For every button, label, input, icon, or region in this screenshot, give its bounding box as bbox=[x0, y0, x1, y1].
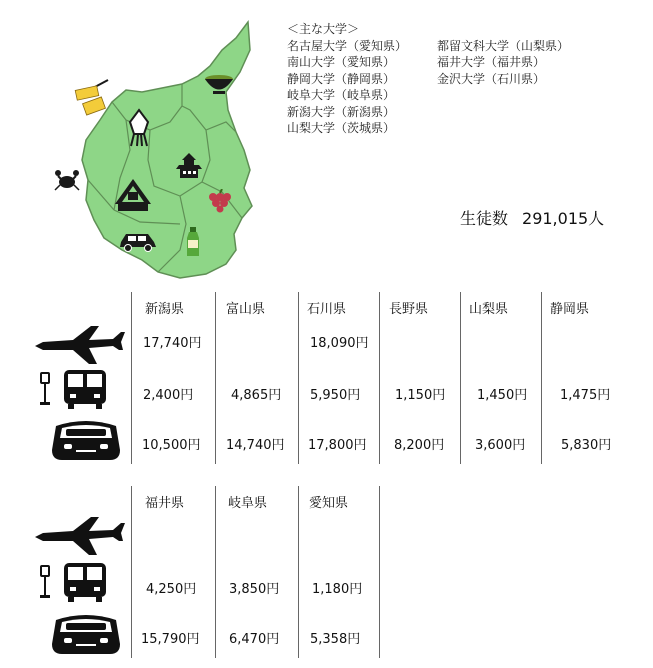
university-item: 福井大学（福井県） bbox=[437, 55, 546, 69]
train-fare: 17,800円 bbox=[308, 438, 367, 453]
air-fare: 18,090円 bbox=[310, 336, 369, 351]
prefecture-header: 長野県 bbox=[389, 302, 429, 317]
university-item: 静岡大学（静岡県） bbox=[287, 71, 396, 86]
bus-fare: 1,450円 bbox=[477, 388, 528, 403]
university-list-right bbox=[437, 38, 569, 88]
bus-fare: 4,865円 bbox=[231, 388, 282, 403]
train-fare: 15,790円 bbox=[141, 632, 200, 647]
castle-icon bbox=[174, 152, 204, 180]
university-item: 金沢大学（石川県） bbox=[437, 71, 546, 86]
bus-fare: 5,950円 bbox=[310, 388, 361, 403]
train-fare: 10,500円 bbox=[142, 438, 201, 453]
column-divider bbox=[215, 486, 216, 658]
airplane-icon bbox=[33, 322, 125, 366]
university-item: 山梨大学（茨城県） bbox=[287, 121, 396, 135]
air-fare: 17,740円 bbox=[143, 336, 202, 351]
ramen-bowl-icon bbox=[203, 70, 235, 96]
shinkansen-icon bbox=[50, 420, 122, 462]
university-item: 都留文科大学（山梨県） bbox=[437, 38, 570, 53]
column-divider bbox=[298, 292, 299, 464]
shinkansen-icon bbox=[50, 614, 122, 656]
column-divider bbox=[215, 292, 216, 464]
university-list-left bbox=[287, 21, 407, 137]
tea-bottle-icon bbox=[185, 226, 201, 258]
student-count-label: 生徒数 bbox=[460, 209, 509, 228]
bus-fare: 1,180円 bbox=[312, 582, 363, 597]
prefecture-header: 福井県 bbox=[145, 496, 185, 511]
student-count bbox=[460, 206, 604, 229]
gassho-house-icon bbox=[114, 178, 152, 212]
university-heading: ＜主な大学＞ bbox=[287, 22, 360, 36]
university-item: 名古屋大学（愛知県） bbox=[287, 38, 408, 53]
train-fare: 6,470円 bbox=[229, 632, 280, 647]
bus-fare: 1,150円 bbox=[395, 388, 446, 403]
prefecture-header: 山梨県 bbox=[469, 302, 509, 317]
bus-fare: 2,400円 bbox=[143, 388, 194, 403]
column-divider bbox=[298, 486, 299, 658]
bus-fare: 1,475円 bbox=[560, 388, 611, 403]
fan-icon bbox=[74, 76, 112, 116]
map-region-shape bbox=[82, 22, 252, 278]
prefecture-header: 静岡県 bbox=[550, 302, 590, 317]
grapes-icon bbox=[207, 189, 233, 213]
university-item: 南山大学（愛知県） bbox=[287, 55, 396, 69]
train-fare: 8,200円 bbox=[394, 438, 445, 453]
car-icon bbox=[118, 230, 158, 252]
column-divider bbox=[379, 292, 380, 464]
bus-fare: 3,850円 bbox=[229, 582, 280, 597]
column-divider bbox=[460, 292, 461, 464]
crab-icon bbox=[54, 168, 80, 192]
train-fare: 14,740円 bbox=[226, 438, 285, 453]
university-item: 新潟大学（新潟県） bbox=[287, 104, 396, 119]
prefecture-header: 新潟県 bbox=[145, 302, 185, 317]
prefecture-header: 石川県 bbox=[307, 302, 347, 317]
student-count-value: 291,015人 bbox=[522, 209, 605, 228]
train-fare: 3,600円 bbox=[475, 438, 526, 453]
bus-icon bbox=[40, 370, 108, 410]
column-divider bbox=[131, 486, 132, 658]
prefecture-header: 愛知県 bbox=[309, 496, 349, 511]
column-divider bbox=[131, 292, 132, 464]
squid-icon bbox=[126, 108, 152, 148]
train-fare: 5,830円 bbox=[561, 438, 612, 453]
university-item: 岐阜大学（岐阜県） bbox=[287, 88, 396, 102]
train-fare: 5,358円 bbox=[310, 632, 361, 647]
column-divider bbox=[541, 292, 542, 464]
column-divider bbox=[379, 486, 380, 658]
prefecture-header: 岐阜県 bbox=[228, 496, 268, 511]
prefecture-header: 富山県 bbox=[226, 302, 266, 317]
bus-fare: 4,250円 bbox=[146, 582, 197, 597]
bus-icon bbox=[40, 563, 108, 603]
airplane-icon bbox=[33, 513, 125, 557]
